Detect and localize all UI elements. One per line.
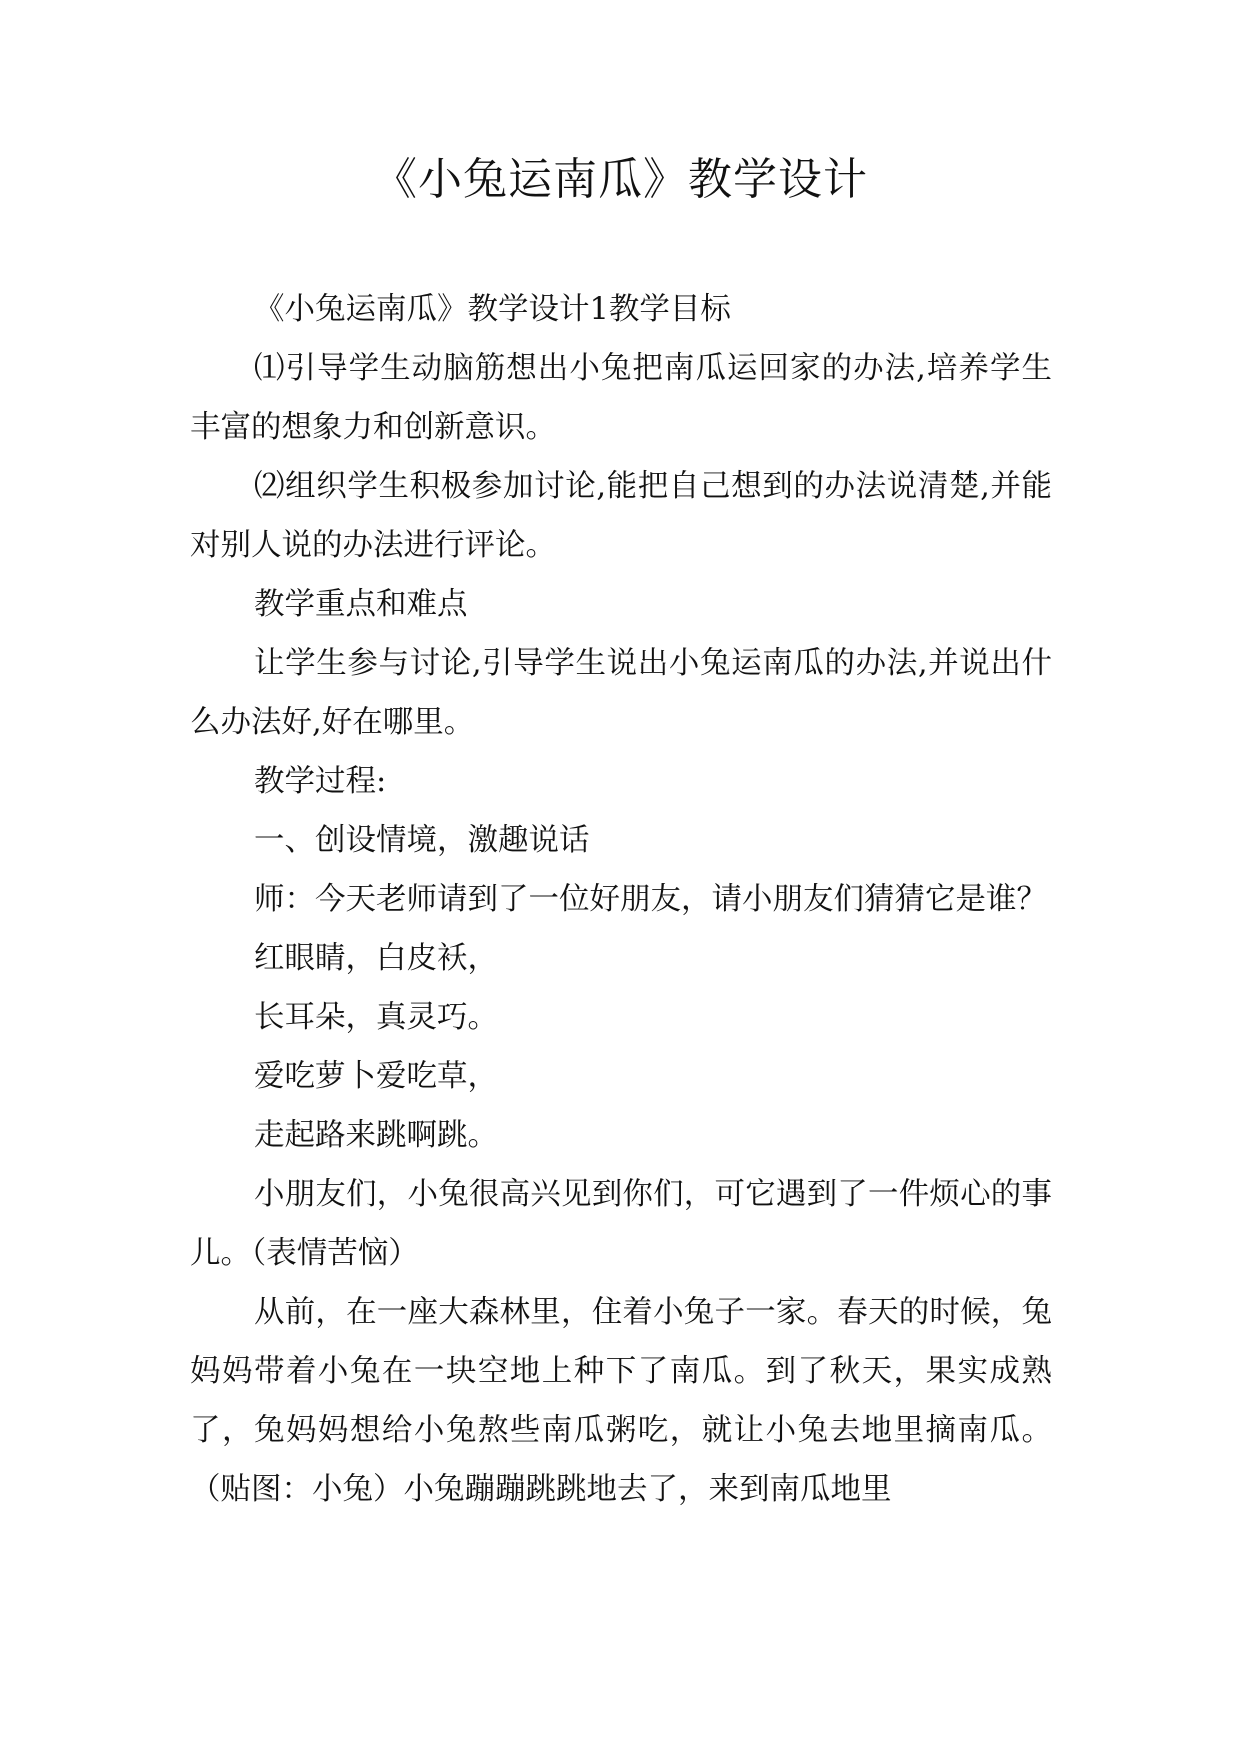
paragraph-goal-1: ⑴引导学生动脑筋想出小兔把南瓜运回家的办法,培养学生丰富的想象力和创新意识。 xyxy=(190,351,1052,445)
paragraph-rabbit-worry: 小朋友们，小兔很高兴见到你们，可它遇到了一件烦心的事儿。（表情苦恼） xyxy=(190,1177,1052,1271)
document-title: 《小兔运南瓜》教学设计 xyxy=(373,154,868,205)
paragraph-key-points-heading: 教学重点和难点 xyxy=(254,587,468,622)
riddle-line-3: 爱吃萝卜爱吃草， xyxy=(254,1059,498,1094)
paragraph-goal-2: ⑵组织学生积极参加讨论,能把自己想到的办法说清楚,并能对别人说的办法进行评论。 xyxy=(190,469,1052,563)
document-body xyxy=(190,280,1052,1519)
paragraph-teacher-question: 师：今天老师请到了一位好朋友，请小朋友们猜猜它是谁？ xyxy=(254,882,1047,917)
paragraph-story: 从前，在一座大森林里，住着小兔子一家。春天的时候，兔妈妈带着小兔在一块空地上种下了南瓜。到了秋天，果实成熟了，兔妈妈想给小兔熬些南瓜粥吃，就让小兔去地里摘南瓜。（贴图：小兔）小兔蹦蹦跳跳地去了，来到南瓜地里 xyxy=(190,1295,1052,1507)
paragraph-key-points: 让学生参与讨论,引导学生说出小兔运南瓜的办法,并说出什么办法好,好在哪里。 xyxy=(190,646,1052,740)
paragraph-section-1-heading: 一、创设情境，激趣说话 xyxy=(254,823,590,858)
paragraph-heading-1: 《小兔运南瓜》教学设计1教学目标 xyxy=(254,292,731,327)
paragraph-process-heading: 教学过程: xyxy=(254,764,387,799)
riddle-line-2: 长耳朵，真灵巧。 xyxy=(254,1000,498,1035)
riddle-line-4: 走起路来跳啊跳。 xyxy=(254,1118,498,1153)
riddle-line-1: 红眼睛，白皮袄， xyxy=(254,941,498,976)
